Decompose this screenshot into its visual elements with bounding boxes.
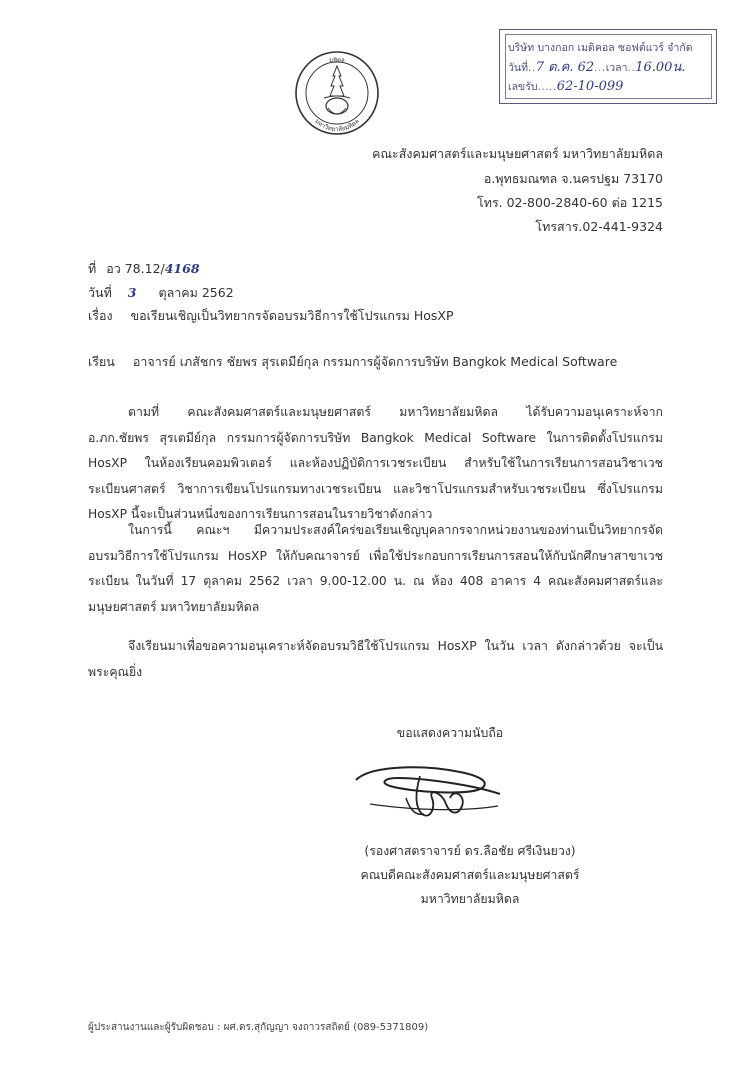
letter-date: [88, 283, 234, 303]
paragraph-2-line: ระเบียน ในวันที่ 17 ตุลาคม 2562 เวลา 9.00-12.00 น. ณ ห้อง 408 อาคาร 4 คณะสังคมศาสตร์และ: [88, 574, 663, 589]
coordinator-footer: ผู้ประสานงานและผู้รับผิดชอบ : ผศ.ดร.สุกัญญา จงถาวรสถิตย์ (089-5371809): [88, 1022, 429, 1033]
paragraph-1-line: ระเบียนศาสตร์ วิชาการเขียนโปรแกรมทางเวชระเบียน และวิชาโปรแกรมสำหรับเวชระเบียน ซึ่งโปรแกรม: [88, 481, 663, 496]
signatory-name: (รองศาสตราจารย์ ดร.ลือชัย ศรีเงินยวง): [364, 844, 576, 858]
university-seal-logo: [294, 50, 380, 136]
paragraph-1-line: ตามที่ คณะสังคมศาสตร์และมนุษยศาสตร์ มหาวิทยาลัยมหิดล ได้รับความอนุเคราะห์จาก: [128, 405, 663, 419]
paragraph-3-line: พระคุณยิ่ง: [88, 664, 143, 679]
paragraph-2-line: มนุษยศาสตร์ มหาวิทยาลัยมหิดล: [88, 599, 260, 614]
recipient-text: อาจารย์ เภสัชกร ชัยพร สุรเตมีย์กุล กรรมการผู้จัดการบริษัท Bangkok Medical Software: [132, 354, 618, 369]
body-paragraph-2: [88, 518, 663, 620]
stamp-date-row: วันที่..7 ต.ค. 62...เวลา..16.00น.: [508, 60, 686, 75]
seal-top-text: มหิดล: [329, 57, 345, 64]
sender-address-line-1: คณะสังคมศาสตร์และมนุษยศาสตร์ มหาวิทยาลัยมหิดล: [372, 146, 663, 161]
reference-prefix: อว 78.12/: [106, 261, 165, 276]
signatory-title: คณบดีคณะสังคมศาสตร์และมนุษยศาสตร์: [360, 868, 580, 882]
paragraph-1-line: HosXP นี้จะเป็นส่วนหนึ่งของการเรียนการสอนในรายวิชาดังกล่าว: [88, 507, 433, 522]
stamp-receipt-value: 62-10-099: [556, 79, 624, 94]
closing-text: ขอแสดงความนับถือ: [396, 726, 504, 740]
sender-address-line-3: โทร. 02-800-2840-60 ต่อ 1215: [476, 195, 663, 210]
paragraph-2-line: ในการนี้ คณะฯ มีความประสงค์ใคร่ขอเรียนเชิญบุคลากรจากหน่วยงานของท่านเป็นวิทยากรจัด: [128, 523, 663, 537]
reference-number: [88, 259, 200, 279]
seal-bottom-text: มหาวิทยาลัยมหิดล: [313, 117, 361, 134]
handwritten-signature: [350, 758, 505, 828]
received-stamp: [499, 29, 717, 104]
subject-text: ขอเรียนเชิญเป็นวิทยากรจัดอบรมวิธีการใช้โปรแกรม HosXP: [130, 308, 454, 323]
stamp-date-label: วันที่: [508, 62, 528, 74]
date-label: วันที่: [88, 285, 112, 300]
signatory-organization: มหาวิทยาลัยมหิดล: [420, 892, 520, 906]
paragraph-1-line: HosXP ในห้องเรียนคอมพิวเตอร์ และห้องปฏิบัติการเวชระเบียน สำหรับใช้ในการเรียนการสอนวิชาเวช: [88, 456, 663, 471]
paragraph-2-line: อบรมวิธีการใช้โปรแกรม HosXP ให้กับคณาจารย์ เพื่อใช้ประกอบการเรียนการสอนให้กับนักศึกษาสาขาเวช: [88, 548, 663, 563]
date-day: 3: [127, 285, 137, 300]
stamp-receipt-row: เลขรับ.....62-10-099: [508, 79, 624, 94]
stamp-company: บริษัท บางกอก เมดิคอล ซอฟต์แวร์ จำกัด: [508, 42, 693, 54]
subject-label: เรื่อง: [88, 308, 113, 323]
reference-label: ที่: [88, 261, 97, 276]
reference-handwritten: 4168: [164, 261, 200, 276]
recipient-label: เรียน: [88, 354, 115, 369]
body-paragraph-1: [88, 400, 663, 528]
paragraph-3-line: จึงเรียนมาเพื่อขอความอนุเคราะห์จัดอบรมวิธีใช้โปรแกรม HosXP ในวัน เวลา ดังกล่าวด้วย จะเป็น: [128, 639, 663, 653]
sender-address-line-4: โทรสาร.02-441-9324: [535, 219, 663, 234]
stamp-time-label: เวลา: [605, 62, 628, 74]
date-month-year: ตุลาคม 2562: [158, 285, 234, 300]
stamp-date-value: 7 ต.ค. 62: [535, 60, 595, 75]
body-paragraph-3: [88, 634, 663, 685]
sender-address-line-2: อ.พุทธมณฑล จ.นครปฐม 73170: [483, 171, 663, 186]
subject-line: [88, 306, 454, 326]
stamp-receipt-label: เลขรับ: [508, 81, 538, 93]
stamp-time-value: 16.00น.: [635, 60, 686, 75]
paragraph-1-line: อ.ภก.ชัยพร สุรเตมีย์กุล กรรมการผู้จัดการบริษัท Bangkok Medical Software ในการติดตั้งโปรแกรม: [88, 430, 663, 445]
recipient-line: [88, 352, 617, 372]
